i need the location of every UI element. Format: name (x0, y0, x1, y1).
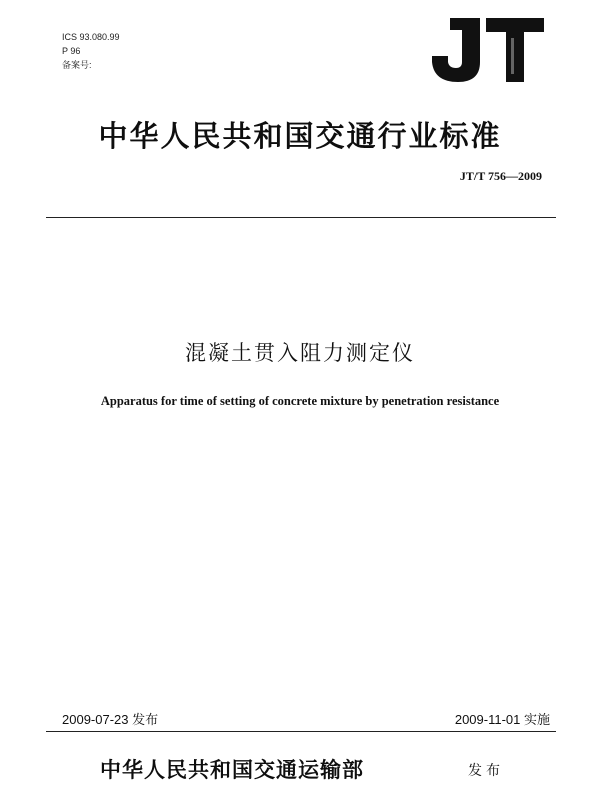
classification-block (62, 30, 120, 72)
ics-code: ICS 93.080.99 (62, 32, 120, 42)
publish-verb: 发布 (468, 763, 504, 779)
standard-org-line: 中华人民共和国交通行业标准 (98, 119, 502, 153)
jt-logo (428, 16, 546, 84)
issue-date: 2009-07-23 发布 (62, 712, 159, 727)
title-chinese: 混凝土贯入阻力测定仪 (185, 341, 415, 365)
footer-divider (46, 731, 556, 732)
record-number-label: 备案号: (62, 60, 92, 70)
title-english: Apparatus for time of setting of concrete mixture by penetration resistance (100, 394, 500, 408)
implementation-date: 2009-11-01 实施 (454, 712, 550, 727)
publisher-name: 中华人民共和国交通运输部 (100, 758, 364, 782)
header-divider (46, 217, 556, 218)
standard-code: JT/T 756—2009 (459, 169, 542, 183)
category-code: P 96 (62, 46, 81, 56)
jt-logo-t (486, 18, 544, 82)
